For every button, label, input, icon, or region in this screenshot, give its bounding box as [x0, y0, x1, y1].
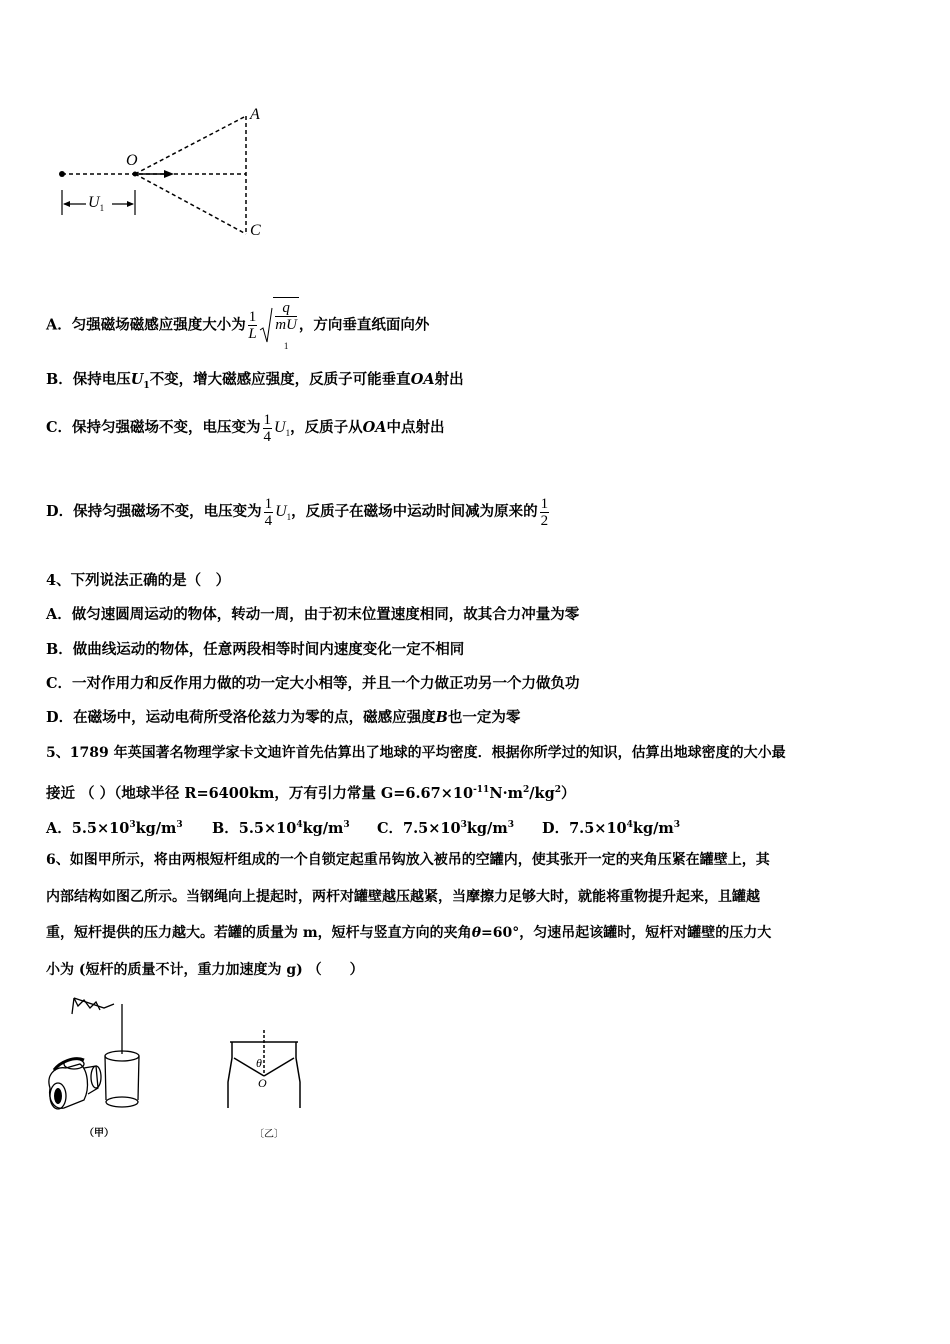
- q3-C-pre: C．保持匀强磁场不变，电压变为: [46, 419, 261, 436]
- label-O-yi: O: [258, 1076, 267, 1090]
- q3-D-den: 4: [264, 512, 273, 529]
- q5-A-unit: kg/m: [135, 819, 177, 837]
- q5-A-unit-exp: 3: [176, 820, 183, 830]
- label-C: C: [250, 222, 261, 239]
- q3-A-sqrt-num: q: [275, 300, 297, 317]
- label-A: A: [250, 106, 260, 123]
- q5-B-text: B．5.5×10: [212, 819, 297, 837]
- q3-option-B: [46, 370, 464, 396]
- q3-A-sqrt-den: mU: [275, 317, 297, 333]
- q6-line3-pre: 重，短杆提供的压力越大。若罐的质量为 m，短杆与竖直方向的夹角: [46, 925, 472, 941]
- label-U1: [88, 194, 104, 213]
- q6-line3-post: =60°，匀速吊起该罐时，短杆对罐壁的压力大: [481, 925, 772, 941]
- q5-line1: 5、1789 年英国著名物理学家卡文迪许首先估算出了地球的平均密度．根据你所学过的知识，估算出地球密度的大小最: [46, 745, 786, 761]
- q5-line2-mid: N·m: [489, 784, 523, 802]
- q3-C-end: 中点射出: [386, 419, 445, 436]
- q3-C-OA: OA: [362, 419, 387, 436]
- q3-A-pre: A．匀强磁场磁感应强度大小为: [46, 316, 246, 334]
- q4-stem: 4、下列说法正确的是（ ）: [46, 572, 231, 589]
- q3-D-U-sub: 1: [286, 512, 292, 523]
- q3-D-U: U: [275, 503, 287, 520]
- label-U: U: [88, 194, 100, 211]
- q4-option-C: C．一对作用力和反作用力做的功一定大小相等，并且一个力做正功另一个力做负功: [46, 675, 580, 692]
- q4-option-D: [46, 708, 520, 728]
- label-O: O: [126, 152, 138, 169]
- q5-line2-exp: -11: [473, 785, 490, 795]
- caption-jia: （甲）: [84, 1128, 114, 1139]
- q6-line3-theta: θ: [471, 925, 482, 941]
- q5-option-B: [212, 815, 350, 839]
- q5-line2: [46, 780, 576, 804]
- q6-line2: 内部结构如图乙所示。当钢绳向上提起时，两杆对罐壁越压越紧，当摩擦力足够大时，就能将重物提升起来，且罐越: [46, 889, 760, 905]
- q5-line2-pre: 接近 （ ）（地球半径 R=6400km，万有引力常量 G=6.67×10: [46, 784, 474, 802]
- q3-C-den: 4: [263, 428, 272, 445]
- q5-line2-post: /kg: [529, 784, 555, 802]
- q5-line2-exp2: 2: [522, 785, 530, 795]
- q3-option-A: [46, 297, 429, 354]
- q3-B-pre: B．保持电压: [46, 371, 131, 388]
- q3-A-sqrt-den-sub: 1: [283, 341, 289, 351]
- q3-D-num2: 1: [540, 495, 549, 512]
- q5-D-text: D．7.5×10: [542, 819, 627, 837]
- q5-C-exp: 3: [460, 820, 467, 830]
- q3-option-D: [46, 492, 551, 537]
- q5-B-unit: kg/m: [302, 819, 344, 837]
- q5-option-C: [377, 815, 514, 839]
- field-diagram: [50, 100, 280, 250]
- q3-D-pre: D．保持匀强磁场不变，电压变为: [46, 503, 262, 520]
- figure-jia: [40, 992, 160, 1117]
- q5-line2-end: ）: [561, 784, 576, 802]
- q3-A-frac-den: L: [248, 326, 257, 342]
- q3-C-U: U: [274, 419, 286, 436]
- q4-D-post: 也一定为零: [447, 709, 521, 726]
- q4-D-B: B: [435, 709, 448, 726]
- label-U-sub: 1: [99, 203, 105, 214]
- q3-D-den2: 2: [540, 512, 549, 529]
- q5-D-unit-exp: 3: [673, 820, 680, 830]
- q3-A-sqrt: [259, 297, 299, 354]
- caption-yi: 〔乙〕: [254, 1129, 284, 1140]
- q5-A-text: A．5.5×10: [46, 819, 130, 837]
- q5-option-D: [542, 815, 680, 839]
- figure-yi: [220, 1028, 310, 1110]
- q6-line4: 小为 (短杆的质量不计，重力加速度为 g) （ ）: [46, 962, 364, 978]
- q5-C-text: C．7.5×10: [377, 819, 461, 837]
- q3-C-post: ，反质子从: [290, 419, 363, 436]
- label-theta: θ: [256, 1056, 262, 1070]
- q3-C-fraction: [263, 412, 273, 445]
- q5-C-unit-exp: 3: [507, 820, 514, 830]
- q3-B-U: U: [130, 371, 144, 388]
- q4-option-A: A．做匀速圆周运动的物体，转动一周，由于初末位置速度相同，故其合力冲量为零: [46, 606, 580, 623]
- q3-option-C: [46, 408, 445, 453]
- q3-D-num: 1: [264, 495, 273, 512]
- q3-B-U-sub: 1: [143, 380, 150, 391]
- q3-B-OA: OA: [410, 371, 435, 388]
- q5-D-unit: kg/m: [632, 819, 674, 837]
- q5-B-exp: 4: [296, 820, 303, 830]
- q3-C-num: 1: [263, 411, 272, 428]
- q5-C-unit: kg/m: [466, 819, 508, 837]
- q3-A-post: ，方向垂直纸面向外: [298, 316, 430, 334]
- q5-D-exp: 4: [626, 820, 633, 830]
- q3-D-fraction: [264, 496, 274, 529]
- q3-B-post: 不变，增大磁感应强度，反质子可能垂直: [149, 371, 411, 388]
- q3-D-fraction2: [540, 496, 550, 529]
- q5-line2-exp3: 2: [554, 785, 561, 795]
- q3-A-frac-num: 1: [248, 309, 257, 325]
- q4-D-pre: D．在磁场中，运动电荷所受洛伦兹力为零的点，磁感应强度: [46, 709, 436, 726]
- q4-option-B: B．做曲线运动的物体，任意两段相等时间内速度变化一定不相同: [46, 641, 465, 658]
- q5-A-exp: 3: [129, 820, 136, 830]
- q5-B-unit-exp: 3: [343, 820, 350, 830]
- q3-A-fraction: [248, 309, 258, 342]
- q3-C-U-sub: 1: [285, 428, 291, 439]
- q5-option-A: [46, 815, 183, 839]
- q3-D-post: ，反质子在磁场中运动时间减为原来的: [291, 503, 538, 520]
- q6-line3: [46, 923, 771, 943]
- q3-B-end: 射出: [434, 371, 464, 388]
- q6-line1: 6、如图甲所示，将由两根短杆组成的一个自锁定起重吊钩放入被吊的空罐内，使其张开一定的夹角压紧在罐壁上，其: [46, 852, 770, 868]
